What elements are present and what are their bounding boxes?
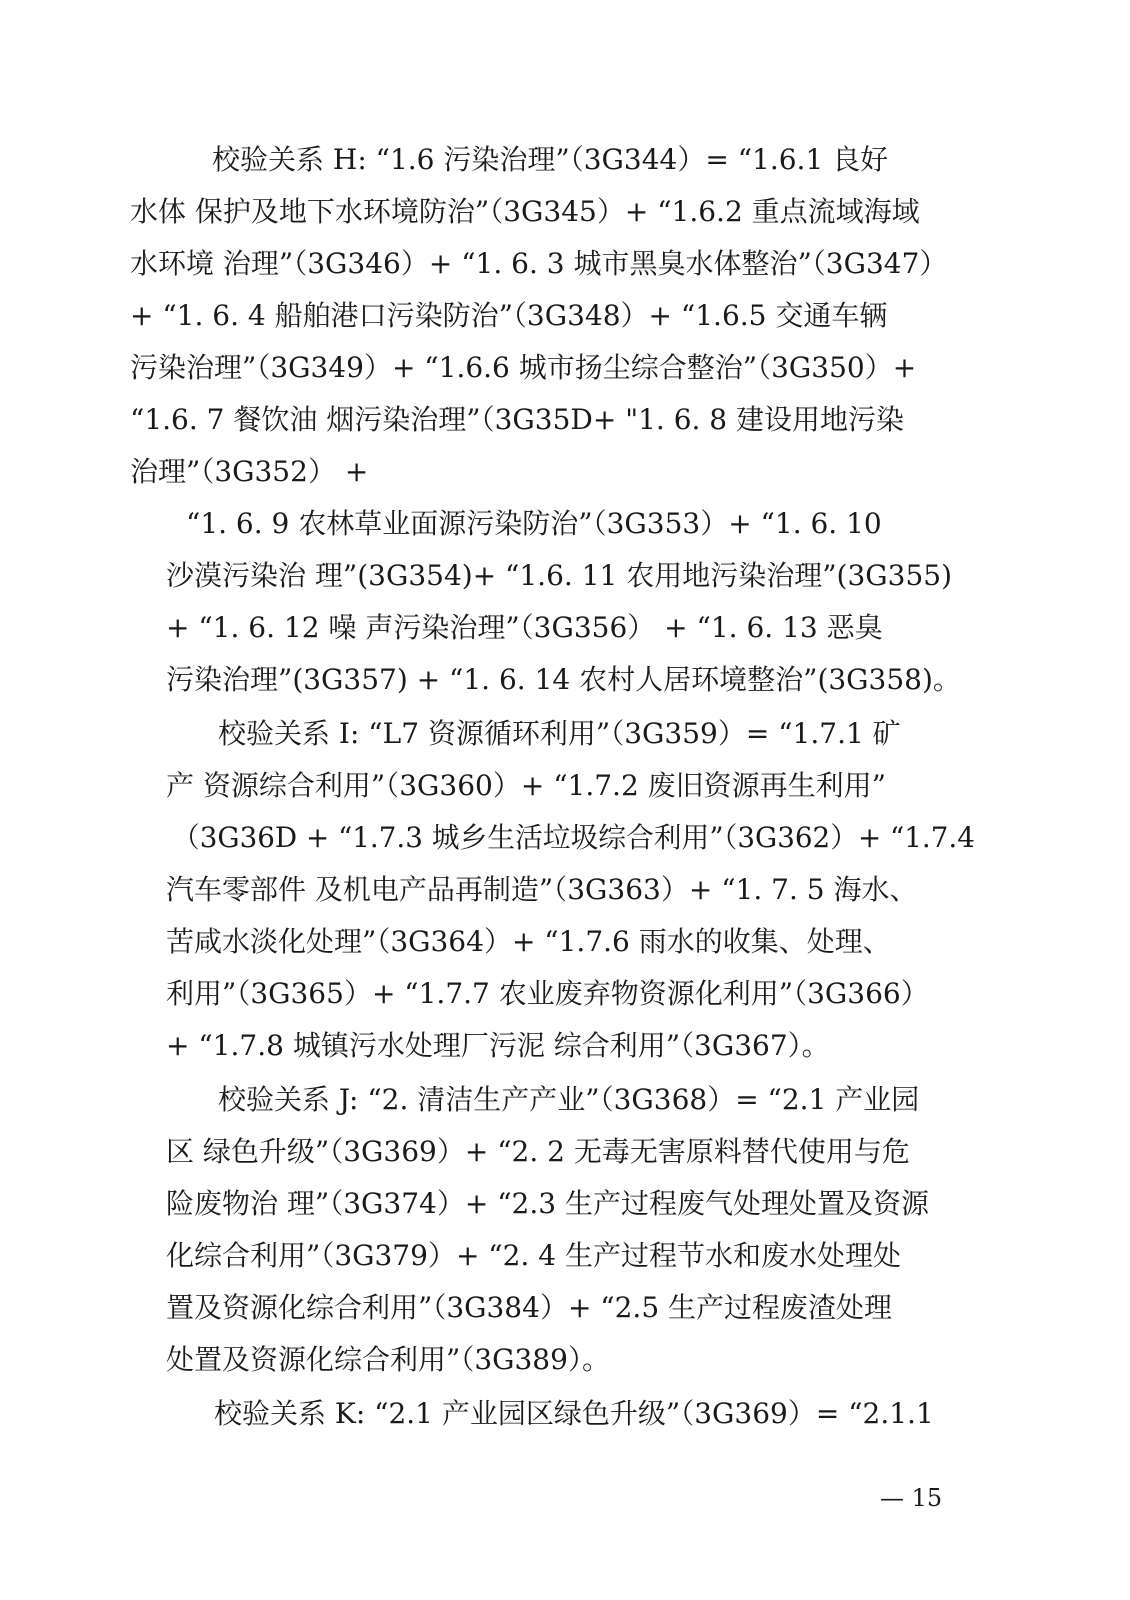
text-line: 处置及资源化综合利用”（3G389）。 (166, 1343, 610, 1376)
text-line: 苦咸水淡化处理”（3G364）+ “1.7.6 雨水的收集、处理、 (166, 925, 891, 958)
text-line: 置及资源化综合利用”（3G384）+ “2.5 生产过程废渣处理 (166, 1291, 893, 1324)
text-line: 水体 保护及地下水环境防治”（3G345）+ “1.6.2 重点流域海域 (130, 195, 920, 228)
text-line: 污染治理”(3G357) + “1. 6. 14 农村人居环境整治”(3G358)。 (166, 663, 961, 696)
text-line: 汽车零部件 及机电产品再制造”（3G363）+ “1. 7. 5 海水、 (166, 873, 918, 906)
text-line: “1. 6. 9 农林草业面源污染防治”（3G353）+ “1. 6. 10 (186, 507, 882, 540)
text-line: 治理”（3G352） + (130, 455, 369, 488)
text-line: 校验关系 J: “2. 清洁生产产业”（3G368）= “2.1 产业园 (218, 1083, 920, 1116)
text-line: 险废物治 理”（3G374）+ “2.3 生产过程废气处理处置及资源 (166, 1187, 929, 1220)
text-line: + “1.7.8 城镇污水处理厂污泥 综合利用”（3G367）。 (166, 1029, 830, 1062)
text-line: 利用”（3G365）+ “1.7.7 农业废弃物资源化利用”（3G366） (166, 977, 929, 1010)
text-line: 产 资源综合利用”（3G360）+ “1.7.2 废旧资源再生利用” (166, 769, 886, 802)
text-line: 污染治理”（3G349）+ “1.6.6 城市扬尘综合整治”（3G350）+ (130, 351, 917, 384)
page-number: — 15 (880, 1484, 943, 1512)
text-line: “1.6. 7 餐饮油 烟污染治理”（3G35D+ "1. 6. 8 建设用地污染 (130, 403, 905, 436)
text-line: 化综合利用”（3G379）+ “2. 4 生产过程节水和废水处理处 (166, 1239, 901, 1272)
text-line: 校验关系 I: “L7 资源循环利用”（3G359）= “1.7.1 矿 (218, 717, 901, 750)
text-line: + “1. 6. 12 噪 声污染治理”（3G356） + “1. 6. 13 恶臭 (166, 611, 883, 644)
text-line: 沙漠污染治 理”(3G354)+ “1.6. 11 农用地污染治理”(3G355) (166, 559, 953, 592)
text-line: （3G36D + “1.7.3 城乡生活垃圾综合利用”（3G362）+ “1.7.4 (172, 821, 975, 854)
text-line: 区 绿色升级”（3G369）+ “2. 2 无毒无害原料替代使用与危 (166, 1135, 910, 1168)
text-line: 校验关系 H: “1.6 污染治理”（3G344）= “1.6.1 良好 (212, 143, 889, 176)
text-line: + “1. 6. 4 船舶港口污染防治”（3G348）+ “1.6.5 交通车辆 (130, 299, 888, 332)
text-line: 水环境 治理”（3G346）+ “1. 6. 3 城市黑臭水体整治”（3G347） (130, 247, 948, 280)
text-line: 校验关系 K: “2.1 产业园区绿色升级”（3G369）= “2.1.1 (214, 1397, 934, 1430)
